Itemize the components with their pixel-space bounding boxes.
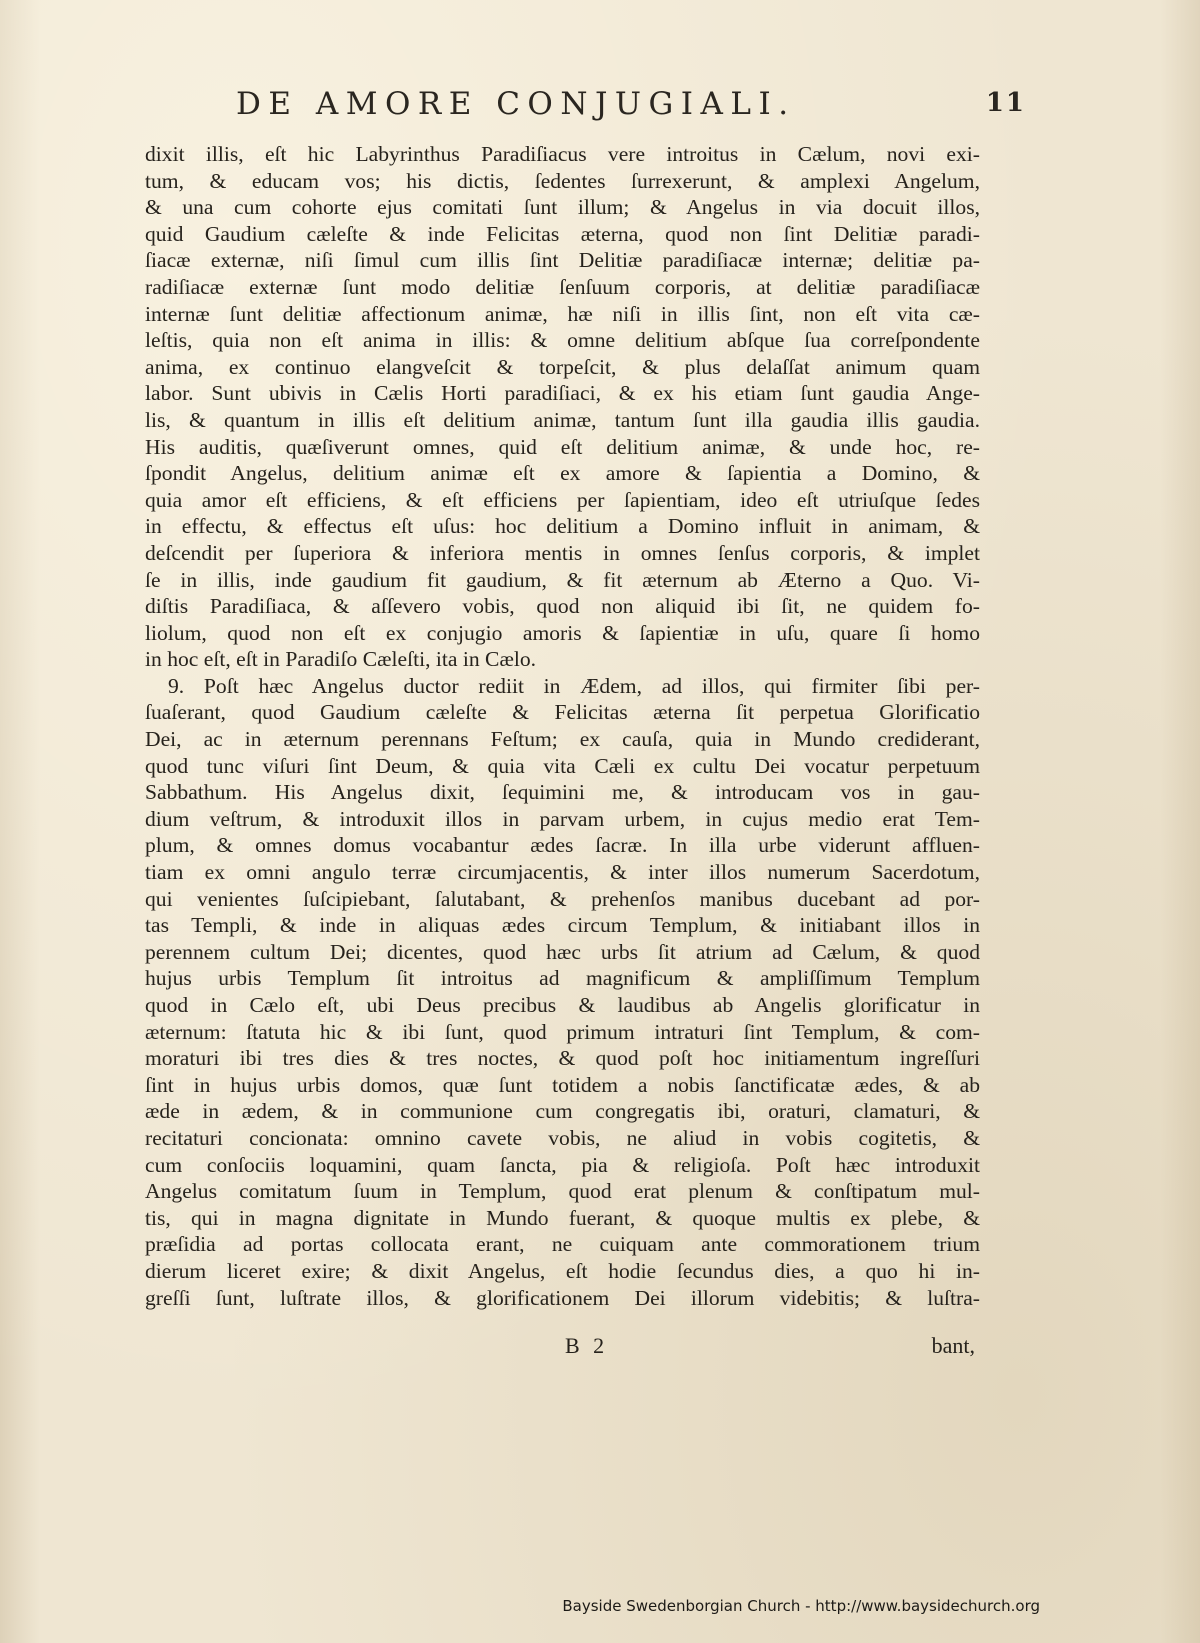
text-line: hujus urbis Templum ſit introitus ad magnificum & ampliſſimum Templum [145, 966, 980, 991]
text-line: dixit illis, eſt hic Labyrinthus Paradiſiacus vere introitus in Cælum, novi exi- [145, 142, 980, 166]
text-line: tiam ex omni angulo terræ circumjacentis, & inter illos numerum Sacerdotum, [145, 860, 980, 885]
text-line: Dei, ac in æternum perennans Feſtum; ex cauſa, quia in Mundo crediderant, [145, 727, 980, 752]
text-line: radiſiacæ externæ ſunt modo delitiæ ſenſuum corporis, at delitiæ paradiſiacæ [145, 274, 980, 299]
page-footer [145, 1333, 980, 1361]
text-line: anima, ex continuo elangveſcit & torpeſcit, & plus delaſſat animum quam [145, 354, 980, 379]
text-line: cum conſociis loquamini, quam ſancta, pia & religioſa. Poſt hæc introduxit [145, 1152, 980, 1177]
text-line: diſtis Paradiſiaca, & aſſevero vobis, quod non aliquid ibi ſit, ne quidem fo- [145, 594, 980, 619]
text-line: tis, qui in magna dignitate in Mundo fuerant, & quoque multis ex plebe, & [145, 1205, 980, 1230]
running-head [236, 86, 1026, 126]
text-line: quod tunc viſuri ſint Deum, & quia vita Cæli ex cultu Dei vocatur perpetuum [145, 753, 980, 778]
text-line: æternum: ſtatuta hic & ibi ſunt, quod primum intraturi ſint Templum, & com- [145, 1019, 980, 1044]
text-line: perennem cultum Dei; dicentes, quod hæc urbs ſit atrium ad Cælum, & quod [145, 939, 980, 964]
text-line: deſcendit per ſuperiora & inferiora mentis in omnes ſenſus corporis, & implet [145, 540, 980, 565]
text-line: ſpondit Angelus, delitium animæ eſt ex amore & ſapientia a Domino, & [145, 461, 980, 486]
paragraph-9-start: 9. Poſt hæc Angelus ductor rediit in Ædem, ad illos, qui firmiter ſibi per- [168, 673, 980, 698]
text-line: ſint in hujus urbis domos, quæ ſunt totidem a nobis ſanctificatæ ædes, & ab [145, 1072, 980, 1097]
text-line: dium veſtrum, & introduxit illos in parvam urbem, in cujus medio erat Tem- [145, 806, 980, 831]
text-line: qui venientes ſuſcipiebant, ſalutabant, & prehenſos manibus ducebant ad por- [145, 886, 980, 911]
text-line: æde in ædem, & in communione cum congregatis ibi, oraturi, clamaturi, & [145, 1099, 980, 1124]
text-line: ſe in illis, inde gaudium fit gaudium, & fit æternum ab Æterno a Quo. Vi- [145, 567, 980, 592]
text-line: ſuaſerant, quod Gaudium cæleſte & Felicitas æterna ſit perpetua Glorificatio [145, 700, 980, 725]
text-line: greſſi ſunt, luſtrate illos, & glorificationem Dei illorum videbitis; & luſtra- [145, 1285, 980, 1310]
text-line: recitaturi concionata: omnino cavete vobis, ne aliud in vobis cogitetis, & [145, 1125, 980, 1150]
source-watermark: Bayside Swedenborgian Church - http://www.baysidechurch.org [562, 1597, 1040, 1615]
text-line: His auditis, quæſiverunt omnes, quid eſt delitium animæ, & unde hoc, re- [145, 434, 980, 459]
text-line: labor. Sunt ubivis in Cælis Horti paradiſiaci, & ex his etiam ſunt gaudia Ange- [145, 381, 980, 406]
text-line: leſtis, quia non eſt anima in illis: & omne delitium abſque ſua correſpondente [145, 328, 980, 353]
body-text [145, 141, 980, 1311]
text-line: tum, & educam vos; his dictis, ſedentes ſurrexerunt, & amplexi Angelum, [145, 168, 980, 193]
text-line: lis, & quantum in illis eſt delitium animæ, tantum ſunt illa gaudia illis gaudia. [145, 407, 980, 432]
text-line: Angelus comitatum ſuum in Templum, quod erat plenum & conſtipatum mul- [145, 1179, 980, 1204]
running-title: DE AMORE CONJUGIALI. [236, 86, 796, 122]
page-number: 11 [985, 88, 1026, 118]
text-line: in effectu, & effectus eſt uſus: hoc delitium a Domino influit in animam, & [145, 514, 980, 539]
text-line: tas Templi, & inde in aliquas ædes circum Templum, & initiabant illos in [145, 913, 980, 938]
text-line: moraturi ibi tres dies & tres noctes, & quod poſt hoc initiamentum ingreſſuri [145, 1046, 980, 1071]
catchword: bant, [931, 1333, 975, 1358]
text-line: quid Gaudium cæleſte & inde Felicitas æterna, quod non ſint Delitiæ paradi- [145, 221, 980, 246]
text-line: liolum, quod non eſt ex conjugio amoris & ſapientiæ in uſu, quare ſi homo [145, 620, 980, 645]
text-line: quia amor eſt efficiens, & eſt efficiens per ſapientiam, ideo eſt utriuſque ſedes [145, 487, 980, 512]
text-line: dierum liceret exire; & dixit Angelus, eſt hodie ſecundus dies, a quo hi in- [145, 1258, 980, 1283]
text-line: internæ ſunt delitiæ affectionum animæ, hæ niſi in illis ſint, non eſt vita cæ- [145, 301, 980, 326]
paragraph-end-line: in hoc eſt, eſt in Paradiſo Cæleſti, ita in Cælo. [145, 647, 537, 672]
text-line: ſiacæ externæ, niſi ſimul cum illis ſint Delitiæ paradiſiacæ internæ; delitiæ pa- [145, 248, 980, 273]
text-line: præſidia ad portas collocata erant, ne cuiquam ante commorationem trium [145, 1232, 980, 1257]
signature-mark: B 2 [565, 1333, 609, 1358]
text-line: plum, & omnes domus vocabantur ædes ſacræ. In illa urbe viderunt affluen- [145, 833, 980, 858]
text-line: Sabbathum. His Angelus dixit, ſequimini me, & introducam vos in gau- [145, 780, 980, 805]
text-line: quod in Cælo eſt, ubi Deus precibus & laudibus ab Angelis glorificatur in [145, 993, 980, 1017]
text-line: & una cum cohorte ejus comitati ſunt illum; & Angelus in via docuit illos, [145, 195, 980, 220]
